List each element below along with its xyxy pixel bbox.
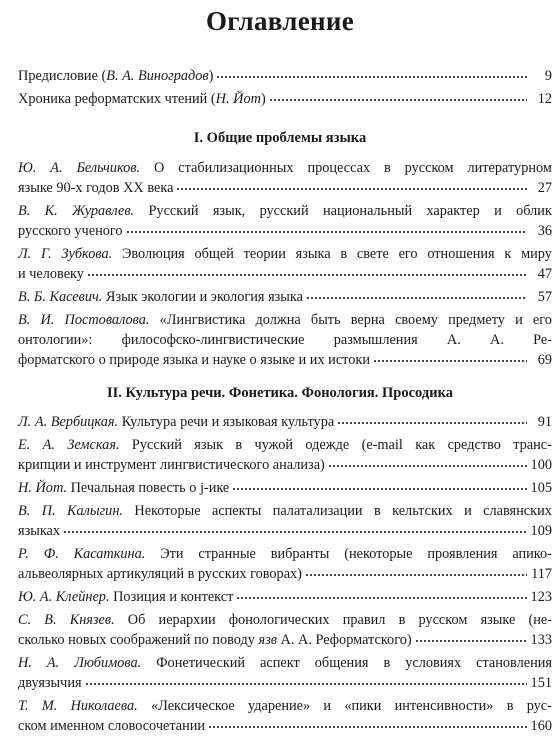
entry-word: теории — [243, 246, 286, 262]
entry-author: С. — [18, 612, 32, 628]
toc-entry — [18, 412, 552, 432]
page-number: 69 — [537, 352, 552, 368]
toc-entry-text: ском именном словосочетании — [18, 718, 206, 734]
toc-entry-line — [18, 244, 552, 264]
entry-word: «пики — [344, 698, 382, 714]
entry-author: В. — [18, 312, 31, 328]
dot-leader — [305, 564, 527, 578]
entry-word: интенсивности» — [394, 698, 494, 714]
entry-word: палатализации — [272, 503, 363, 519]
entry-word: странные — [198, 546, 256, 562]
toc-entry-line — [18, 201, 552, 221]
dot-leader — [306, 287, 527, 301]
entry-author: И. — [40, 312, 55, 328]
entry-word: философско-лингвистические — [121, 332, 305, 348]
toc-entry-line — [18, 696, 552, 716]
entry-word: «Лексическое — [150, 698, 235, 714]
entry-word: вибранты — [270, 546, 330, 562]
entry-word: и — [515, 312, 523, 328]
page-number: 27 — [537, 180, 552, 196]
toc-entry — [18, 544, 552, 584]
entry-author: Н. — [18, 655, 32, 671]
entry-word: облик — [516, 203, 552, 219]
toc-entry-last-line — [18, 478, 552, 498]
entry-word: в — [373, 503, 381, 519]
entry-author: А. — [50, 160, 63, 176]
entry-word: миру — [521, 246, 552, 262]
emphasized-word: язв — [258, 632, 277, 648]
entry-author: В. — [44, 612, 57, 628]
page-title: Оглавление — [206, 6, 354, 36]
dot-leader — [328, 455, 527, 469]
toc-entry-line — [18, 310, 552, 330]
toc-entry — [18, 287, 552, 307]
entry-author: Л. А. Вербицкая. — [18, 414, 119, 430]
entry-author: В. — [18, 203, 31, 219]
entry-word: как — [415, 437, 436, 453]
toc-entry-last-line — [18, 455, 552, 475]
entry-word: А. — [490, 332, 504, 348]
toc-entry-front — [18, 66, 552, 86]
toc-entry-last-line — [18, 716, 552, 736]
toc-entry-text: языках — [18, 523, 61, 539]
page-number: 105 — [530, 480, 552, 496]
entry-word: язык — [194, 437, 224, 453]
entry-author: Е. — [18, 437, 31, 453]
entry-word: и — [494, 203, 502, 219]
dot-leader — [269, 89, 527, 103]
entry-word: проявления — [427, 546, 498, 562]
entry-word: размышления — [333, 332, 418, 348]
page-number: 9 — [544, 68, 552, 84]
entry-word: правил — [342, 612, 386, 628]
entry-word: язык, — [212, 203, 246, 219]
toc-entry-text: и человеку — [18, 266, 84, 282]
entry-word: Эти — [160, 546, 184, 562]
toc-entry — [18, 435, 552, 475]
entry-word: О — [154, 160, 165, 176]
toc-entry-last-line — [18, 564, 552, 584]
entry-author: Бельчиков. — [76, 160, 141, 176]
entry-word: русский — [259, 203, 309, 219]
entry-word: (некоторые — [344, 546, 413, 562]
entry-author: А. — [46, 655, 60, 671]
entry-author: Журавлев. — [72, 203, 135, 219]
page-number: 91 — [537, 414, 552, 430]
toc-entry-text: Ю. А. Клейнер. Позиция и контекст — [18, 589, 234, 605]
entry-word: общей — [194, 246, 234, 262]
toc-entry-text: Л. А. Вербицкая. Культура речи и языковая культура — [18, 414, 335, 430]
entry-word: онтологии»: — [18, 332, 93, 348]
toc-entry-last-line — [18, 89, 552, 109]
dot-leader — [232, 478, 527, 492]
entry-word: общения — [314, 655, 369, 671]
toc-entry — [18, 587, 552, 607]
section-heading: I. Общие проблемы языка — [193, 130, 367, 146]
entry-author: Н. Йот. — [18, 480, 68, 496]
dot-leader — [85, 673, 527, 687]
entry-author: Ф. — [43, 546, 59, 562]
entry-word: свете — [356, 246, 389, 262]
entry-word: и — [464, 503, 472, 519]
toc-entry — [18, 653, 552, 693]
dot-leader — [63, 521, 527, 535]
entry-word: в — [398, 612, 406, 628]
entry-author: Ю. — [18, 160, 37, 176]
toc-entry — [18, 310, 552, 370]
entry-author: М. — [41, 698, 58, 714]
entry-author: К. — [44, 203, 58, 219]
entry-word: в — [235, 437, 243, 453]
dot-leader — [373, 350, 527, 364]
entry-word: его — [398, 246, 418, 262]
toc-entry-line — [18, 610, 552, 630]
entry-word: быть — [310, 312, 341, 328]
toc-entry-line — [18, 435, 552, 455]
entry-word: литературном — [467, 160, 552, 176]
entry-word: условиях — [405, 655, 462, 671]
entry-author: Калыгин. — [67, 503, 123, 519]
dot-leader — [208, 716, 527, 730]
entry-word: ударение» — [248, 698, 311, 714]
toc-entry-last-line — [18, 350, 552, 370]
entry-word: апико- — [512, 546, 552, 562]
page-number: 36 — [537, 223, 552, 239]
toc-entry-line — [18, 501, 552, 521]
toc-entry-text: В. Б. Касевич. Язык экологии и экология языка — [18, 289, 303, 305]
entry-word: в — [506, 698, 514, 714]
entry-word: аспекты — [211, 503, 262, 519]
entry-word: его — [532, 312, 552, 328]
page-number: 151 — [530, 675, 552, 691]
dot-leader — [337, 412, 527, 426]
entry-author: В. — [18, 503, 31, 519]
entry-word: кельтских — [392, 503, 453, 519]
entry-author: Касаткина. — [73, 546, 146, 562]
toc-entry-text: форматского о природе языка и науке о языке и их истоки — [18, 352, 370, 368]
entry-word: чужой — [254, 437, 294, 453]
toc-entry — [18, 478, 552, 498]
toc-entry-text: Н. Йот. Печальная повесть о j-ике — [18, 480, 230, 496]
dot-leader — [176, 178, 527, 192]
entry-word: фонологических — [228, 612, 330, 628]
entry-author: Л. — [18, 246, 32, 262]
dot-leader — [236, 587, 527, 601]
entry-word: верна — [350, 312, 385, 328]
entry-author: Постовалова. — [64, 312, 150, 328]
entry-word: предмету — [448, 312, 505, 328]
entry-author: Р. — [18, 546, 29, 562]
toc-entry-line — [18, 544, 552, 564]
toc-entry — [18, 696, 552, 736]
entry-word: должна — [255, 312, 301, 328]
toc-entry-text: русского ученого — [18, 223, 123, 239]
toc-entry-text: языке 90-х годов XX века — [18, 180, 174, 196]
entry-word: славянских — [483, 503, 552, 519]
section-heading: II. Культура речи. Фонетика. Фонология. Просодика — [107, 385, 453, 401]
entry-word: отношения — [427, 246, 495, 262]
page-number: 12 — [537, 91, 552, 107]
page-number: 117 — [531, 566, 552, 582]
page-number: 123 — [530, 589, 552, 605]
entry-word: Фонетический — [156, 655, 246, 671]
entry-word: рус- — [526, 698, 552, 714]
entry-author: Зубкова. — [61, 246, 113, 262]
entry-word: языка — [295, 246, 331, 262]
entry-word: стабилизационных — [178, 160, 294, 176]
entry-word: в — [383, 655, 391, 671]
entry-word: иерархии — [158, 612, 216, 628]
entry-author: Князев. — [69, 612, 115, 628]
toc-entry-line — [18, 330, 552, 350]
entry-author: Г. — [41, 246, 52, 262]
entry-word: средство — [447, 437, 501, 453]
dot-leader — [126, 221, 527, 235]
entry-word: Русский — [148, 203, 199, 219]
page-number: 160 — [530, 718, 552, 734]
entry-word: русском — [418, 612, 468, 628]
toc-entry-line — [18, 158, 552, 178]
toc-entry-last-line — [18, 287, 552, 307]
page-number: 133 — [530, 632, 552, 648]
entry-word: к — [504, 246, 512, 262]
entry-word: процессах — [307, 160, 371, 176]
toc-entry — [18, 244, 552, 284]
entry-word: А. — [446, 332, 461, 348]
entry-word: в — [384, 160, 391, 176]
entry-word: Ре- — [533, 332, 552, 348]
entry-author: Любимова. — [74, 655, 142, 671]
entry-word: и — [323, 698, 332, 714]
page-number: 47 — [537, 266, 552, 282]
toc-entry-text: Хроника реформатских чтений (Н. Йот) — [18, 91, 266, 107]
entry-word: аспект — [260, 655, 300, 671]
toc-entry-text: сколько новых соображений по поводу язв А. А. Реформатского) — [18, 632, 412, 648]
entry-author: В. Б. Касевич. — [18, 289, 103, 305]
entry-word: Об — [127, 612, 146, 628]
entry-word: своему — [395, 312, 438, 328]
entry-word: Некоторые — [134, 503, 201, 519]
entry-word: транс- — [513, 437, 552, 453]
dot-leader — [87, 264, 527, 278]
toc-entry-last-line — [18, 587, 552, 607]
toc-entry-last-line — [18, 66, 552, 86]
entry-author: Николаева. — [70, 698, 138, 714]
toc-entry-front — [18, 89, 552, 109]
toc-entry-line — [18, 653, 552, 673]
toc-entry-last-line — [18, 412, 552, 432]
toc-entry-last-line — [18, 630, 552, 650]
toc-entry-last-line — [18, 673, 552, 693]
entry-word: становления — [476, 655, 552, 671]
entry-word: «Лингвистика — [159, 312, 246, 328]
toc-entry-last-line — [18, 264, 552, 284]
entry-author: В. А. Виноградов — [106, 68, 209, 84]
entry-author: Н. Йот — [215, 91, 261, 107]
entry-word: Эволюция — [121, 246, 185, 262]
entry-word: (не- — [528, 612, 552, 628]
entry-author: Т. — [18, 698, 29, 714]
entry-word: в — [340, 246, 348, 262]
entry-word: характер — [426, 203, 480, 219]
page-number: 100 — [530, 457, 552, 473]
toc-entry-text: двуязычия — [18, 675, 82, 691]
dot-leader — [415, 630, 527, 644]
page-number: 109 — [530, 523, 552, 539]
toc-entry — [18, 610, 552, 650]
toc-entry-text: альвеолярных артикуляций в русских говорах) — [18, 566, 302, 582]
toc-entry-last-line — [18, 221, 552, 241]
entry-word: русском — [404, 160, 454, 176]
entry-word: языке — [480, 612, 516, 628]
entry-word: Русский — [131, 437, 182, 453]
entry-author: Земская. — [67, 437, 120, 453]
entry-word: национальный — [322, 203, 413, 219]
toc-entry-last-line — [18, 521, 552, 541]
entry-author: П. — [41, 503, 56, 519]
entry-author: Ю. А. Клейнер. — [18, 589, 110, 605]
toc-entry-last-line — [18, 178, 552, 198]
toc-entry — [18, 201, 552, 241]
page-number: 57 — [537, 289, 552, 305]
entry-word: одежде — [305, 437, 350, 453]
toc-entry-text: крипции и инструмент лингвистического анализа) — [18, 457, 325, 473]
dot-leader — [216, 66, 527, 80]
toc-entry — [18, 501, 552, 541]
entry-author: А. — [42, 437, 55, 453]
toc-entry-text: Предисловие (В. А. Виноградов) — [18, 68, 214, 84]
toc-entry — [18, 158, 552, 198]
entry-word: (e-mail — [361, 437, 403, 453]
